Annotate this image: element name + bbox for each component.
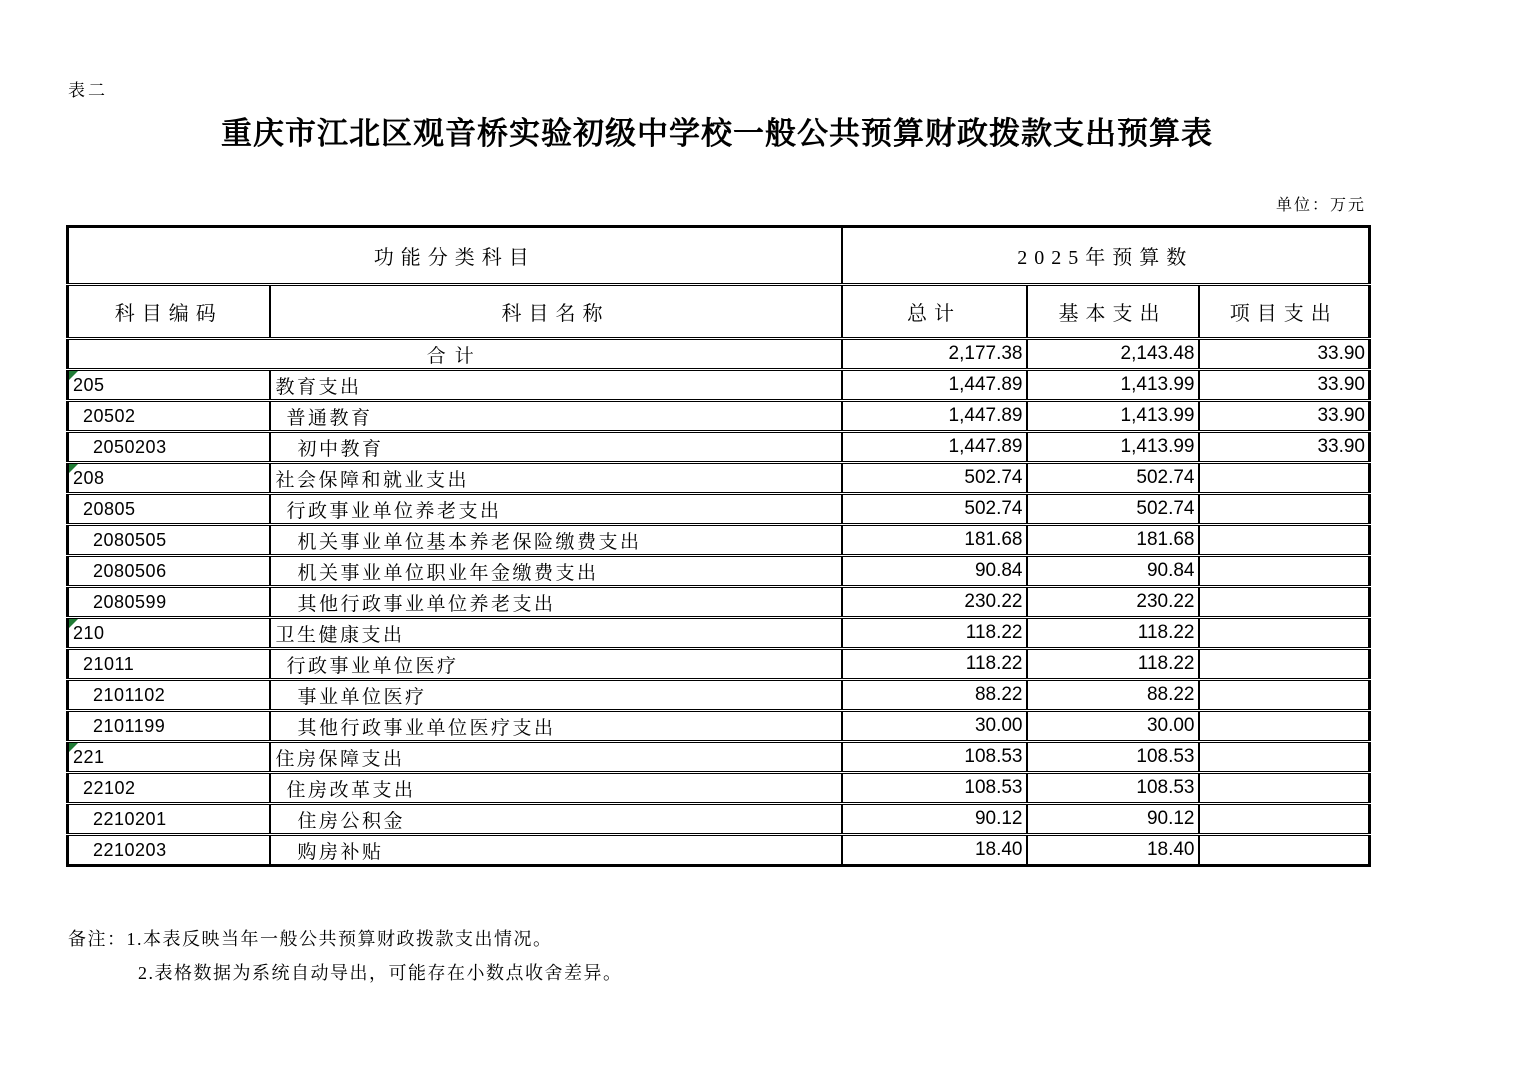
basic-expense-cell: 108.53 <box>1027 742 1199 773</box>
grand-total-label: 合计 <box>68 339 842 370</box>
subject-code: 221 <box>73 746 105 767</box>
subject-name: 行政事业单位医疗 <box>286 655 459 677</box>
subject-name: 初中教育 <box>297 438 384 460</box>
subject-code-cell <box>68 773 270 804</box>
total-cell: 230.22 <box>842 587 1027 618</box>
basic-expense-cell: 108.53 <box>1027 773 1199 804</box>
basic-expense-cell: 1,413.99 <box>1027 370 1199 401</box>
footnote-1: 备注：1.本表反映当年一般公共预算财政拨款支出情况。 <box>68 929 553 949</box>
subject-code-cell <box>68 618 270 649</box>
subject-name: 行政事业单位养老支出 <box>286 500 502 522</box>
subject-code: 2050203 <box>93 436 167 457</box>
basic-expense-cell: 18.40 <box>1027 835 1199 866</box>
table-row <box>68 773 1370 804</box>
subject-code: 20502 <box>83 405 136 426</box>
subject-code-cell <box>68 742 270 773</box>
subject-name: 社会保障和就业支出 <box>275 469 470 491</box>
basic-expense-cell: 118.22 <box>1027 649 1199 680</box>
total-cell: 1,447.89 <box>842 401 1027 432</box>
basic-expense-cell: 118.22 <box>1027 618 1199 649</box>
excel-error-flag-icon <box>69 371 78 380</box>
subject-name-cell <box>270 835 842 866</box>
grand-total-total-cell: 2,177.38 <box>842 339 1027 370</box>
subject-name: 教育支出 <box>275 376 362 398</box>
subject-name-cell <box>270 432 842 463</box>
subject-name: 事业单位医疗 <box>297 686 427 708</box>
project-expense-cell: 33.90 <box>1199 432 1370 463</box>
subject-name: 住房保障支出 <box>275 748 405 770</box>
total-cell: 502.74 <box>842 494 1027 525</box>
subject-code: 2080506 <box>93 560 167 581</box>
table-row <box>68 494 1370 525</box>
excel-error-flag-icon <box>69 743 78 752</box>
subject-code-cell <box>68 835 270 866</box>
total-cell: 1,447.89 <box>842 370 1027 401</box>
basic-expense-cell: 181.68 <box>1027 525 1199 556</box>
subject-code: 2101199 <box>93 715 166 736</box>
total-cell: 90.12 <box>842 804 1027 835</box>
project-expense-cell <box>1199 463 1370 494</box>
total-cell: 90.84 <box>842 556 1027 587</box>
header-col-total: 总计 <box>842 285 1027 339</box>
subject-name-cell <box>270 742 842 773</box>
project-expense-cell <box>1199 804 1370 835</box>
subject-name-cell <box>270 370 842 401</box>
project-expense-cell: 33.90 <box>1199 401 1370 432</box>
table-row <box>68 463 1370 494</box>
subject-code: 210 <box>73 622 105 643</box>
table-row <box>68 742 1370 773</box>
total-cell: 30.00 <box>842 711 1027 742</box>
subject-code-cell <box>68 432 270 463</box>
subject-code: 21011 <box>83 653 135 674</box>
subject-name-cell <box>270 401 842 432</box>
table-row <box>68 618 1370 649</box>
project-expense-cell <box>1199 773 1370 804</box>
project-expense-cell <box>1199 618 1370 649</box>
subject-name-cell <box>270 773 842 804</box>
footnote-2: 2.表格数据为系统自动导出，可能存在小数点收舍差异。 <box>138 963 623 983</box>
subject-name-cell <box>270 711 842 742</box>
subject-code-cell <box>68 680 270 711</box>
basic-expense-cell: 88.22 <box>1027 680 1199 711</box>
subject-code: 2210203 <box>93 839 167 860</box>
sheet-label: 表二 <box>68 81 108 100</box>
subject-name: 机关事业单位基本养老保险缴费支出 <box>297 531 642 553</box>
project-expense-cell <box>1199 835 1370 866</box>
page-title: 重庆市江北区观音桥实验初级中学校一般公共预算财政拨款支出预算表 <box>221 116 1213 151</box>
subject-name-cell <box>270 556 842 587</box>
header-col-name: 科目名称 <box>270 285 842 339</box>
table-row <box>68 370 1370 401</box>
subject-name-cell <box>270 618 842 649</box>
subject-code-cell <box>68 587 270 618</box>
basic-expense-cell: 1,413.99 <box>1027 432 1199 463</box>
total-cell: 118.22 <box>842 618 1027 649</box>
subject-name: 住房改革支出 <box>286 779 416 801</box>
project-expense-cell <box>1199 649 1370 680</box>
grand-total-basic-cell: 2,143.48 <box>1027 339 1199 370</box>
basic-expense-cell: 502.74 <box>1027 463 1199 494</box>
grand-total-row <box>68 339 1370 370</box>
project-expense-cell <box>1199 742 1370 773</box>
basic-expense-cell: 90.84 <box>1027 556 1199 587</box>
excel-error-flag-icon <box>69 464 78 473</box>
subject-code-cell <box>68 649 270 680</box>
budget-table <box>66 225 1371 867</box>
subject-code: 2101102 <box>93 684 166 705</box>
project-expense-cell <box>1199 587 1370 618</box>
subject-name: 住房公积金 <box>297 810 406 832</box>
subject-name: 购房补贴 <box>297 841 384 863</box>
basic-expense-cell: 1,413.99 <box>1027 401 1199 432</box>
subject-code: 205 <box>73 374 105 395</box>
table-row <box>68 432 1370 463</box>
subject-name-cell <box>270 680 842 711</box>
subject-name-cell <box>270 587 842 618</box>
header-budget-group: 2025年预算数 <box>842 227 1370 285</box>
basic-expense-cell: 230.22 <box>1027 587 1199 618</box>
total-cell: 1,447.89 <box>842 432 1027 463</box>
basic-expense-cell: 502.74 <box>1027 494 1199 525</box>
table-row <box>68 711 1370 742</box>
subject-code: 2210201 <box>93 808 167 829</box>
subject-code-cell <box>68 711 270 742</box>
subject-name-cell <box>270 463 842 494</box>
project-expense-cell <box>1199 525 1370 556</box>
project-expense-cell: 33.90 <box>1199 370 1370 401</box>
basic-expense-cell: 90.12 <box>1027 804 1199 835</box>
total-cell: 502.74 <box>842 463 1027 494</box>
unit-label: 单位：万元 <box>1275 197 1366 214</box>
subject-name: 机关事业单位职业年金缴费支出 <box>297 562 599 584</box>
header-col-project: 项目支出 <box>1199 285 1370 339</box>
table-row <box>68 649 1370 680</box>
subject-code-cell <box>68 525 270 556</box>
header-col-code: 科目编码 <box>68 285 270 339</box>
subject-code: 20805 <box>83 498 136 519</box>
subject-code: 208 <box>73 467 105 488</box>
subject-name-cell <box>270 525 842 556</box>
table-row <box>68 835 1370 866</box>
project-expense-cell <box>1199 556 1370 587</box>
subject-code-cell <box>68 463 270 494</box>
table-row <box>68 587 1370 618</box>
table-header <box>68 227 1370 339</box>
table-row <box>68 401 1370 432</box>
total-cell: 108.53 <box>842 773 1027 804</box>
subject-code: 2080599 <box>93 591 167 612</box>
project-expense-cell <box>1199 680 1370 711</box>
total-cell: 18.40 <box>842 835 1027 866</box>
subject-code-cell <box>68 370 270 401</box>
total-cell: 88.22 <box>842 680 1027 711</box>
subject-code-cell <box>68 401 270 432</box>
basic-expense-cell: 30.00 <box>1027 711 1199 742</box>
total-cell: 181.68 <box>842 525 1027 556</box>
subject-name-cell <box>270 804 842 835</box>
subject-code: 22102 <box>83 777 136 798</box>
subject-code-cell <box>68 556 270 587</box>
header-function-group: 功能分类科目 <box>68 227 842 285</box>
subject-name-cell <box>270 649 842 680</box>
project-expense-cell <box>1199 711 1370 742</box>
table-row <box>68 556 1370 587</box>
subject-name-cell <box>270 494 842 525</box>
subject-code-cell <box>68 494 270 525</box>
total-cell: 108.53 <box>842 742 1027 773</box>
grand-total-project-cell: 33.90 <box>1199 339 1370 370</box>
table-row <box>68 804 1370 835</box>
table-row <box>68 680 1370 711</box>
subject-name: 卫生健康支出 <box>275 624 405 646</box>
subject-name: 其他行政事业单位养老支出 <box>297 593 556 615</box>
total-cell: 118.22 <box>842 649 1027 680</box>
subject-name: 其他行政事业单位医疗支出 <box>297 717 556 739</box>
project-expense-cell <box>1199 494 1370 525</box>
table-row <box>68 525 1370 556</box>
table-body <box>68 339 1370 866</box>
footnotes <box>68 922 623 990</box>
subject-code-cell <box>68 804 270 835</box>
subject-code: 2080505 <box>93 529 167 550</box>
subject-name: 普通教育 <box>286 407 373 429</box>
excel-error-flag-icon <box>69 619 78 628</box>
header-col-basic: 基本支出 <box>1027 285 1199 339</box>
